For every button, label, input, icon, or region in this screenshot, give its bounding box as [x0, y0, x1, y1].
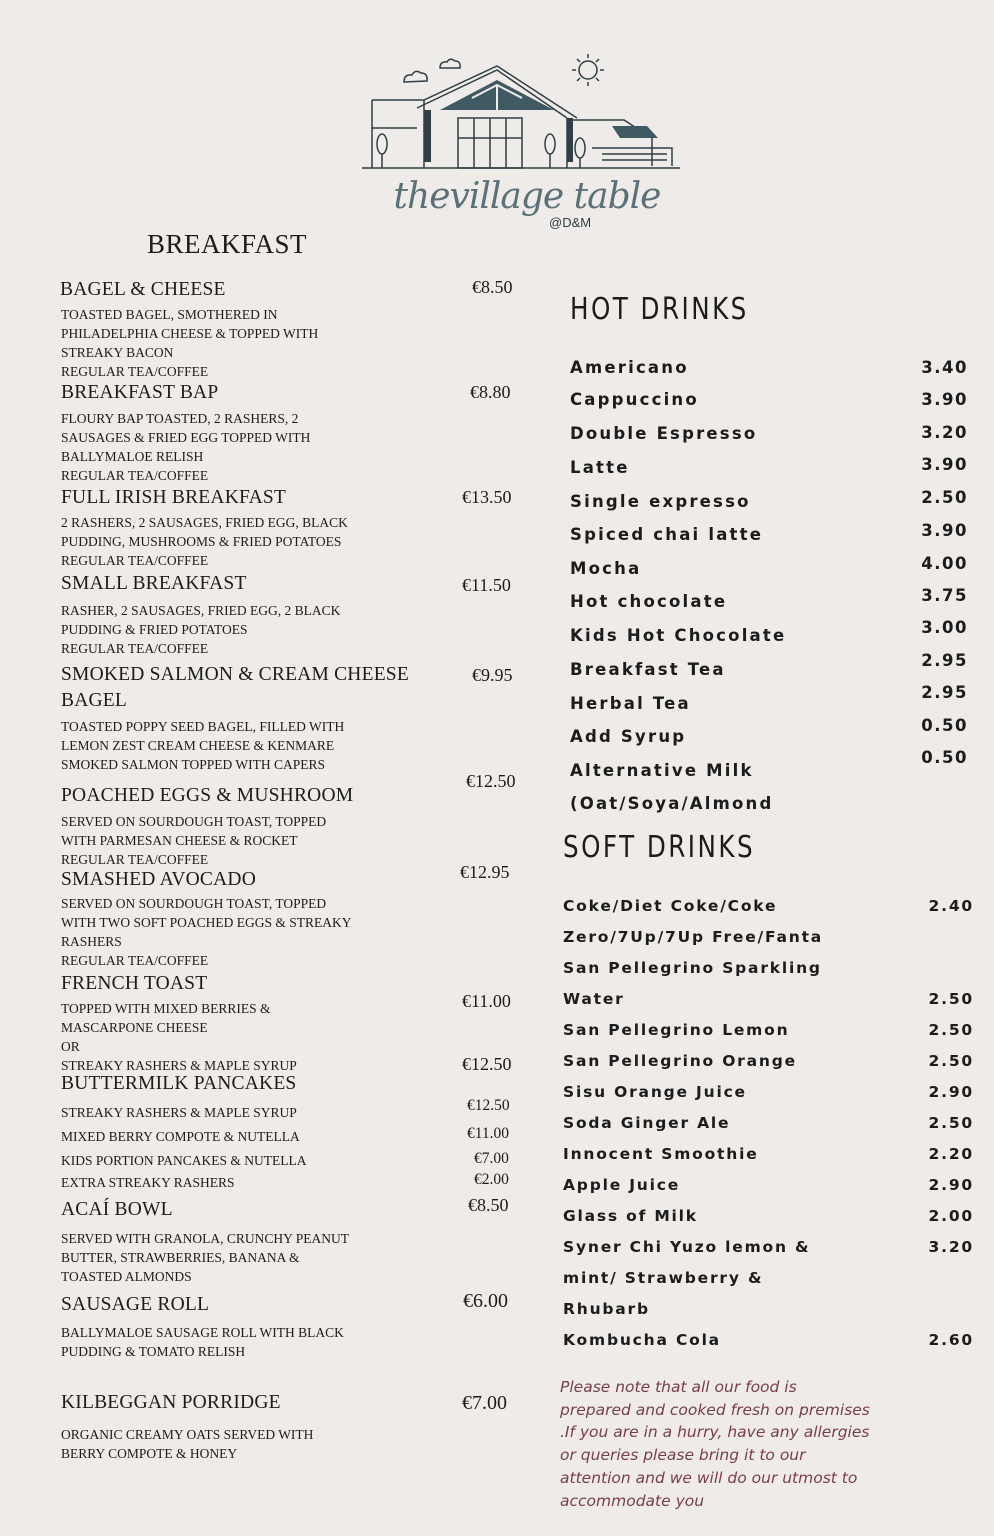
drink-price: 2.20	[928, 1145, 974, 1163]
drink-name: Cappuccino	[570, 390, 699, 409]
drink-price: 0.50	[921, 716, 968, 735]
menu-item-desc: BALLYMALOE SAUSAGE ROLL WITH BLACK PUDDING & TOMATO RELISH	[61, 1325, 344, 1359]
menu-item-name: SMASHED AVOCADO	[61, 869, 256, 890]
menu-item-desc: SERVED ON SOURDOUGH TOAST, TOPPED WITH TWO SOFT POACHED EGGS & STREAKY RASHERS REGULAR TEA/COFFEE	[61, 896, 352, 968]
drink-name: Latte	[570, 458, 630, 477]
menu-option-price: €12.50	[467, 1097, 510, 1114]
menu-item-price: €8.80	[470, 382, 511, 402]
menu-item-price: €11.50	[462, 575, 511, 595]
menu-option-label: MIXED BERRY COMPOTE & NUTELLA	[61, 1129, 300, 1144]
drink-price: 3.00	[921, 618, 968, 637]
drink-name: Single expresso	[570, 492, 751, 511]
drink-name: Double Espresso	[570, 424, 758, 443]
drink-price: 2.40	[928, 897, 974, 915]
drink-price: 3.75	[921, 586, 968, 605]
drink-name: Americano	[570, 358, 689, 377]
menu-item-name: BUTTERMILK PANCAKES	[61, 1073, 297, 1094]
drink-name: Herbal Tea	[570, 694, 691, 713]
menu-item-desc: 2 RASHERS, 2 SAUSAGES, FRIED EGG, BLACK PUDDING, MUSHROOMS & FRIED POTATOES REGULAR TEA/COFFEE	[61, 515, 348, 568]
menu-item-name: BAGEL & CHEESE	[60, 279, 226, 300]
drink-price: 3.90	[921, 521, 968, 540]
menu-item-desc: TOPPED WITH MIXED BERRIES & MASCARPONE CHEESE OR STREAKY RASHERS & MAPLE SYRUP	[61, 1001, 297, 1073]
drink-price: 2.90	[928, 1083, 974, 1101]
drink-name: San Pellegrino Lemon	[563, 1021, 790, 1039]
drink-name: Mocha	[570, 559, 642, 578]
menu-item-price: €8.50	[472, 277, 513, 297]
drink-price: 2.50	[928, 1052, 974, 1070]
drink-price: 3.40	[921, 358, 968, 377]
drink-price: 2.60	[928, 1331, 974, 1349]
drink-name: (Oat/Soya/Almond	[570, 794, 774, 813]
drink-price: 3.90	[921, 455, 968, 474]
drink-name: Coke/Diet Coke/Coke	[563, 897, 778, 915]
drink-price: 2.50	[928, 1021, 974, 1039]
menu-item-price: €12.50	[466, 771, 516, 791]
menu-item-price: €12.50	[462, 1054, 512, 1074]
drink-name: Zero/7Up/7Up Free/Fanta	[563, 928, 824, 946]
drink-name: Hot chocolate	[570, 592, 728, 611]
drink-name: Innocent Smoothie	[563, 1145, 759, 1163]
menu-item-name: POACHED EGGS & MUSHROOM	[61, 785, 354, 806]
menu-item-desc: SERVED WITH GRANOLA, CRUNCHY PEANUT BUTTER, STRAWBERRIES, BANANA & TOASTED ALMONDS	[61, 1231, 350, 1284]
drink-name: Syner Chi Yuzo lemon &	[563, 1238, 811, 1256]
menu-item-name: BREAKFAST BAP	[61, 382, 219, 403]
drink-price: 2.50	[921, 488, 968, 507]
menu-item-desc: TOASTED POPPY SEED BAGEL, FILLED WITH LEMON ZEST CREAM CHEESE & KENMARE SMOKED SALMON TOPPED WITH CAPERS	[61, 719, 345, 772]
drink-name: San Pellegrino Sparkling	[563, 959, 822, 977]
drink-price: 2.95	[921, 683, 968, 702]
drink-price: 3.20	[921, 423, 968, 442]
menu-item-desc: ORGANIC CREAMY OATS SERVED WITH BERRY COMPOTE & HONEY	[61, 1427, 314, 1461]
drink-name: Add Syrup	[570, 727, 687, 746]
drink-name: Alternative Milk	[570, 761, 754, 780]
drink-name: Rhubarb	[563, 1300, 650, 1318]
menu-item-price: €13.50	[462, 487, 512, 507]
menu-item-price: €7.00	[462, 1392, 507, 1414]
cloud-icon	[440, 59, 460, 68]
menu-item-name: SMOKED SALMON & CREAM CHEESE	[61, 664, 409, 685]
menu-item-name: SMALL BREAKFAST	[61, 573, 247, 594]
menu-item-name: FRENCH TOAST	[61, 973, 208, 994]
menu-option-price: €7.00	[474, 1150, 509, 1167]
drink-price: 4.00	[921, 554, 968, 573]
drink-price: 2.95	[921, 651, 968, 670]
menu-option-label: KIDS PORTION PANCAKES & NUTELLA	[61, 1153, 307, 1168]
menu-item-name: BAGEL	[61, 690, 127, 711]
drink-price: 3.90	[921, 390, 968, 409]
menu-option-label: EXTRA STREAKY RASHERS	[61, 1175, 235, 1190]
drink-price: 0.50	[921, 748, 968, 767]
drink-name: Sisu Orange Juice	[563, 1083, 747, 1101]
menu-option-price: €2.00	[474, 1171, 509, 1188]
soft-drinks-title: SOFT DRINKS	[563, 830, 756, 865]
drink-price: 2.50	[928, 990, 974, 1008]
menu-item-desc: TOASTED BAGEL, SMOTHERED IN PHILADELPHIA CHEESE & TOPPED WITH STREAKY BACON REGULAR TEA/COFFEE	[61, 307, 319, 379]
menu-item-price: €11.00	[462, 991, 511, 1011]
sun-icon	[572, 54, 604, 86]
drink-name: mint/ Strawberry &	[563, 1269, 764, 1287]
menu-option-price: €11.00	[467, 1125, 510, 1142]
drink-name: Spiced chai latte	[570, 525, 764, 544]
menu-item-desc: RASHER, 2 SAUSAGES, FRIED EGG, 2 BLACK PUDDING & FRIED POTATOES REGULAR TEA/COFFEE	[61, 603, 341, 656]
drink-name: Soda Ginger Ale	[563, 1114, 731, 1132]
brand-subtitle: @D&M	[549, 215, 592, 230]
drink-name: San Pellegrino Orange	[563, 1052, 797, 1070]
drink-name: Glass of Milk	[563, 1207, 698, 1225]
menu-item-name: SAUSAGE ROLL	[61, 1294, 210, 1315]
drink-price: 3.20	[928, 1238, 974, 1256]
cloud-icon	[404, 71, 427, 82]
menu-item-desc: SERVED ON SOURDOUGH TOAST, TOPPED WITH PARMESAN CHEESE & ROCKET REGULAR TEA/COFFEE	[61, 814, 327, 867]
menu-item-desc: FLOURY BAP TOASTED, 2 RASHERS, 2 SAUSAGES & FRIED EGG TOPPED WITH BALLYMALOE RELISH REGULAR TEA/COFFEE	[61, 411, 311, 483]
menu-item-price: €6.00	[463, 1290, 508, 1312]
menu-item-name: FULL IRISH BREAKFAST	[61, 487, 287, 508]
drink-name: Kombucha Cola	[563, 1331, 721, 1349]
brand-name: thevillage table	[393, 176, 661, 217]
drink-name: Kids Hot Chocolate	[570, 626, 787, 645]
drink-name: Water	[563, 990, 625, 1008]
allergy-note: Please note that all our food is prepared and cooked fresh on premises .If you are in a hurry, have any allergies or queries please bring it to our attention and we will do our utmost to accommodate you	[560, 1378, 870, 1510]
menu-item-name: ACAÍ BOWL	[61, 1199, 173, 1220]
menu-item-name: KILBEGGAN PORRIDGE	[61, 1392, 281, 1413]
drink-price: 2.00	[928, 1207, 974, 1225]
menu-option-label: STREAKY RASHERS & MAPLE SYRUP	[61, 1105, 297, 1120]
menu-item-price: €12.95	[460, 862, 510, 882]
breakfast-title: BREAKFAST	[147, 229, 308, 259]
menu-item-price: €9.95	[472, 665, 513, 685]
drink-name: Apple Juice	[563, 1176, 681, 1194]
drink-price: 2.90	[928, 1176, 974, 1194]
drink-price: 2.50	[928, 1114, 974, 1132]
hot-drinks-title: HOT DRINKS	[570, 292, 749, 327]
drink-name: Breakfast Tea	[570, 660, 726, 679]
menu-item-price: €8.50	[468, 1195, 509, 1215]
